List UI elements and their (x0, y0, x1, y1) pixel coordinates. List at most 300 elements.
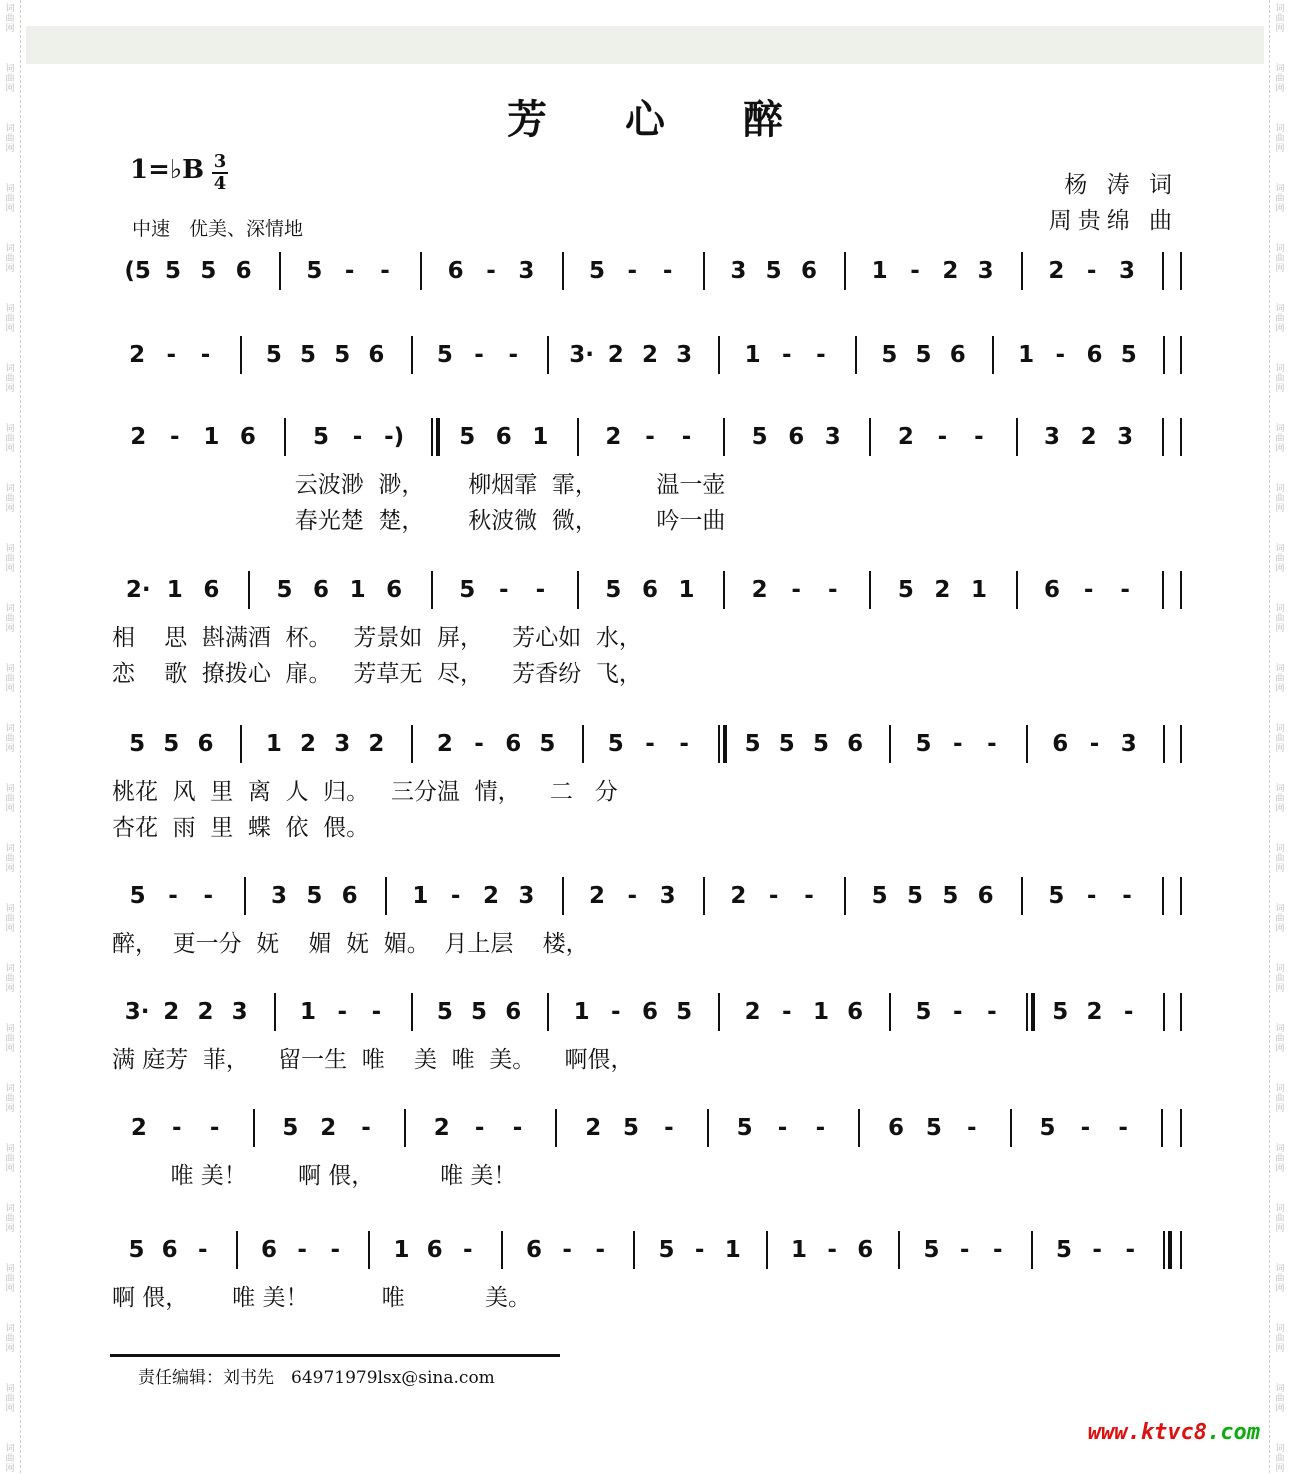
bar-line (404, 1109, 406, 1147)
note: 2 (130, 1115, 147, 1141)
note: - (816, 342, 826, 368)
note: - (1122, 883, 1132, 909)
watermark-text: 词 曲 网 (5, 784, 15, 814)
bar-line (248, 571, 250, 609)
note: 3 (518, 258, 535, 284)
note: 1 (791, 1237, 808, 1263)
note: - (987, 731, 997, 757)
note: 3 (270, 883, 288, 909)
bar-line (723, 571, 725, 609)
note: - (562, 1237, 572, 1263)
watermark-text: 词 曲 网 (1275, 184, 1285, 214)
site-prefix: www. (1087, 1420, 1141, 1445)
note: 1 (300, 999, 317, 1025)
watermark-text: 词 曲 网 (5, 1084, 15, 1114)
note: 2 (130, 424, 147, 450)
watermark-text: 词 曲 网 (1275, 1384, 1285, 1414)
note: - (1125, 1237, 1136, 1263)
note: 5 (163, 731, 180, 757)
bar-line (279, 252, 281, 290)
bar-line (1180, 418, 1182, 456)
note: 5 (129, 883, 146, 909)
note: 5 (129, 731, 146, 757)
bar-line (577, 418, 579, 456)
bar-line (562, 877, 564, 915)
note: 6 (505, 999, 522, 1025)
bar-line (547, 993, 549, 1031)
note: 6 (447, 258, 464, 284)
note: 5 (436, 342, 453, 368)
note: 6 (1044, 577, 1061, 603)
lyricist-credit: 杨 涛 词 (1064, 172, 1178, 198)
note: - (535, 577, 546, 603)
lyrics-line: 醉， 更一分 妩 媚 妩 媚。 月上层 楼， (112, 931, 589, 957)
note: - (508, 342, 518, 368)
watermark-text: 词 曲 网 (5, 484, 15, 514)
watermark-text: 词 曲 网 (5, 904, 15, 934)
note: - (815, 1115, 826, 1141)
note: 2 (641, 342, 659, 368)
note: - (1092, 1237, 1102, 1263)
note: 5 (300, 342, 317, 368)
watermark-text: 词 曲 网 (5, 1264, 15, 1294)
bar-line (718, 725, 720, 763)
bar-line (1162, 418, 1164, 456)
note: - (1083, 577, 1094, 603)
bar-line (723, 418, 725, 456)
note: - (645, 731, 655, 757)
bar-line (420, 252, 422, 290)
note: - (1080, 1115, 1091, 1141)
time-signature-bottom: 4 (213, 173, 227, 194)
note: - (974, 424, 984, 450)
lyrics-line: 云波渺 渺， 柳烟霏 霏， 温一壶 (112, 472, 726, 498)
watermark-text: 词 曲 网 (5, 244, 15, 274)
note: - (361, 1115, 371, 1141)
note: - (168, 883, 178, 909)
note: 6 (495, 424, 512, 450)
note: 5 (915, 999, 932, 1025)
note: - (662, 258, 673, 284)
note: 2 (1080, 424, 1097, 450)
bar-line (555, 1109, 557, 1147)
note: 2 (1048, 258, 1065, 284)
note: 6 (847, 731, 864, 757)
bar-line (1021, 252, 1023, 290)
note: 5 (588, 258, 606, 284)
watermark-text: 词 曲 网 (1275, 544, 1285, 574)
bar-line (577, 571, 579, 609)
note: - (450, 883, 461, 909)
note: 5 (812, 731, 829, 757)
bar-line (703, 877, 705, 915)
watermark-text: 词 曲 网 (1275, 1264, 1285, 1294)
note: 2 (320, 1115, 337, 1141)
watermark-text: 词 曲 网 (5, 664, 15, 694)
note: 1 (393, 1237, 410, 1263)
note: - (827, 577, 838, 603)
note: - (791, 577, 801, 603)
note: 6 (857, 1237, 874, 1263)
note: - (1055, 342, 1066, 368)
note: 2 (744, 999, 761, 1025)
note: 6 (1086, 342, 1103, 368)
bar-line (253, 1109, 255, 1147)
note: 5 (459, 577, 476, 603)
bar-line (236, 1231, 238, 1269)
key-signature: 1=♭B (130, 155, 205, 185)
watermark-text: 词 曲 网 (1275, 664, 1285, 694)
note: 2 (942, 258, 959, 284)
bar-line (244, 877, 246, 915)
note: 5 (765, 258, 782, 284)
notation-line (112, 881, 1182, 915)
note: 5 (436, 999, 453, 1025)
note: 5 (1052, 999, 1069, 1025)
note: - (910, 258, 920, 284)
note: - (959, 1237, 970, 1263)
note: 2· (125, 577, 151, 603)
note: - (952, 999, 963, 1025)
note: - (172, 1115, 182, 1141)
watermark-text: 词 曲 网 (5, 4, 15, 34)
note: - (1086, 258, 1097, 284)
notation-line (112, 1113, 1182, 1147)
note: 5 (676, 999, 693, 1025)
watermark-text: 词 曲 网 (1275, 1444, 1285, 1474)
time-signature-top: 3 (213, 151, 227, 172)
note: (5 (124, 258, 151, 284)
watermark-text: 词 曲 网 (5, 364, 15, 394)
note: 3 (1044, 424, 1061, 450)
note: 6 (203, 577, 220, 603)
note: - (627, 883, 638, 909)
watermark-text: 词 曲 网 (1275, 484, 1285, 514)
note: 5 (607, 731, 624, 757)
note: 5 (334, 342, 351, 368)
note: - (664, 1115, 674, 1141)
note: - (474, 342, 484, 368)
bar-line (436, 418, 440, 456)
note: - (1089, 731, 1100, 757)
notation-line (112, 997, 1182, 1031)
note: - (200, 342, 211, 368)
note: 2 (588, 883, 606, 909)
note: 6 (368, 342, 385, 368)
note: 6 (1052, 731, 1069, 757)
note: 2 (897, 424, 914, 450)
note: - (937, 424, 948, 450)
note: 2 (163, 999, 180, 1025)
note: - (595, 1237, 606, 1263)
note: 6 (949, 342, 966, 368)
bar-line (1162, 877, 1164, 915)
bar-line (1163, 1231, 1165, 1269)
note: - (380, 258, 390, 284)
note: 5 (942, 883, 959, 909)
note: 5 (306, 883, 323, 909)
note: 6 (505, 731, 522, 757)
watermark-text: 词 曲 网 (5, 544, 15, 574)
note: 3 (676, 342, 693, 368)
note: 6 (800, 258, 818, 284)
note: - (474, 1115, 485, 1141)
bar-line (1180, 336, 1182, 374)
note: 6 (977, 883, 994, 909)
watermark-text: 词 曲 网 (5, 64, 15, 94)
note: 2 (197, 999, 214, 1025)
note: - (804, 883, 814, 909)
lyrics-line: 恋 歌 撩拨心 扉。 芳草无 尽， 芳香纷 飞， (112, 661, 642, 687)
note: 1 (203, 424, 220, 450)
note: 1 (265, 731, 282, 757)
watermark-text: 词 曲 网 (1275, 1024, 1285, 1054)
note: 1 (970, 577, 987, 603)
note: 6 (386, 577, 403, 603)
note: 5 (778, 731, 795, 757)
bar-line (582, 725, 584, 763)
watermark-text: 词 曲 网 (1275, 904, 1285, 934)
note: 5 (306, 258, 323, 284)
watermark-text: 词 曲 网 (1275, 304, 1285, 334)
note: 6 (161, 1237, 178, 1263)
note: - (512, 1115, 523, 1141)
note: 6 (847, 999, 864, 1025)
bar-line (411, 725, 413, 763)
lyrics-line: 啊 偎， 唯 美！ 唯 美。 (112, 1285, 532, 1311)
note: - (967, 1115, 977, 1141)
note: 1 (1018, 342, 1035, 368)
note: 5 (897, 577, 914, 603)
watermark-text: 词 曲 网 (1275, 844, 1285, 874)
time-signature (212, 152, 228, 194)
note: 6 (426, 1237, 443, 1263)
lyrics-line: 桃花 风 里 离 人 归。 三分温 情， 二 分 (112, 779, 618, 805)
note: 3 (730, 258, 747, 284)
note: 5 (128, 1237, 145, 1263)
bar-line (1026, 725, 1028, 763)
note: - (198, 1237, 208, 1263)
note: - (679, 731, 689, 757)
note: 6 (197, 731, 214, 757)
bar-line (703, 252, 705, 290)
note: 5 (623, 1115, 640, 1141)
note: 1 (812, 999, 829, 1025)
note: - (330, 1237, 341, 1263)
notation-line (112, 729, 1182, 763)
bar-line (723, 725, 727, 763)
note: 1 (744, 342, 761, 368)
bar-line (431, 571, 433, 609)
watermark-text: 词 曲 网 (5, 964, 15, 994)
note: - (777, 1115, 788, 1141)
note: - (166, 342, 177, 368)
bar-line (562, 252, 564, 290)
bar-line (1180, 1231, 1182, 1269)
watermark-text: 词 曲 网 (1275, 64, 1285, 94)
bar-line (411, 336, 413, 374)
note: 6 (641, 999, 659, 1025)
watermark-text: 词 曲 网 (5, 1204, 15, 1234)
watermark-text: 词 曲 网 (5, 124, 15, 154)
note: 5 (276, 577, 293, 603)
watermark-text: 词 曲 网 (5, 424, 15, 454)
note: 3 (659, 883, 676, 909)
bar-line (869, 418, 871, 456)
header-band (26, 26, 1264, 64)
note: 5 (164, 258, 182, 284)
composer-credit: 周贵绵 曲 (1048, 208, 1178, 234)
note: 1 (871, 258, 888, 284)
note: 3 (1117, 424, 1134, 450)
bar-line (766, 1231, 768, 1269)
bar-line (1163, 993, 1165, 1031)
watermark-text: 词 曲 网 (5, 304, 15, 334)
bar-line (633, 1231, 635, 1269)
bar-line (1180, 877, 1182, 915)
note: 5 (744, 731, 761, 757)
song-title: 芳心醉 (507, 96, 861, 143)
note: 2 (433, 1115, 450, 1141)
note: - (1086, 883, 1097, 909)
note: 2 (934, 577, 951, 603)
note: 2 (129, 342, 146, 368)
note: 6 (261, 1237, 278, 1263)
bar-line (898, 1231, 900, 1269)
note: 6 (641, 577, 659, 603)
lyrics-line: 相 思 斟满酒 杯。 芳景如 屏， 芳心如 水， (112, 625, 642, 651)
bar-line (368, 1231, 370, 1269)
note: 5 (265, 342, 282, 368)
watermark-text: 词 曲 网 (5, 184, 15, 214)
note: 3 (1120, 731, 1137, 757)
bar-line (1180, 1109, 1182, 1147)
note: 6 (235, 258, 252, 284)
note: - (645, 424, 655, 450)
note: 1 (724, 1237, 741, 1263)
note: 3 (977, 258, 994, 284)
watermark-text: 词 曲 网 (1275, 364, 1285, 394)
note: - (768, 883, 779, 909)
watermark-text: 词 曲 网 (5, 1384, 15, 1414)
bar-line (1180, 725, 1182, 763)
note: 3 (1118, 258, 1136, 284)
watermark-text: 词 曲 网 (5, 1324, 15, 1354)
note: 5 (313, 424, 330, 450)
note: - (681, 424, 692, 450)
bar-line (274, 993, 276, 1031)
bar-line (547, 336, 549, 374)
bar-line (844, 877, 846, 915)
note: 3 (231, 999, 248, 1025)
notation-line (112, 1235, 1182, 1269)
note: 2 (436, 731, 453, 757)
note: 5 (923, 1237, 940, 1263)
editor-credit (110, 1354, 560, 1388)
note: 3· (124, 999, 150, 1025)
bar-line (707, 1109, 709, 1147)
bar-line (1163, 725, 1165, 763)
bar-line (1180, 571, 1182, 609)
note: - (209, 1115, 220, 1141)
notation-line (112, 256, 1182, 290)
note: 5 (915, 731, 932, 757)
bar-line (1180, 993, 1182, 1031)
note: - (611, 999, 621, 1025)
bar-line (718, 993, 720, 1031)
note: 1 (573, 999, 590, 1025)
bar-line (1161, 1109, 1163, 1147)
bar-line (1180, 252, 1182, 290)
note: 6 (888, 1115, 905, 1141)
bar-line (1031, 993, 1035, 1031)
note: 6 (526, 1237, 543, 1263)
notation-line (112, 575, 1182, 609)
note: 2 (368, 731, 385, 757)
note: - (486, 258, 496, 284)
note: - (827, 1237, 837, 1263)
editor-text: 责任编辑：刘书先 64971979lsx@sina.com (138, 1368, 495, 1388)
note: 3 (518, 883, 535, 909)
bar-line (1031, 1231, 1033, 1269)
bar-line (411, 993, 413, 1031)
note: 1 (678, 577, 695, 603)
note: - (627, 258, 638, 284)
note: - (170, 424, 180, 450)
notation-line (112, 340, 1182, 374)
bar-line (1016, 418, 1018, 456)
bar-line (431, 418, 433, 456)
note: 3 (824, 424, 841, 450)
notation-line (112, 422, 1182, 456)
note: - (952, 731, 963, 757)
note: 2 (751, 577, 768, 603)
note: - (1123, 999, 1134, 1025)
site-brand: ktvc8 (1140, 1420, 1208, 1445)
watermark-text: 词 曲 网 (5, 844, 15, 874)
note: - (993, 1237, 1003, 1263)
lyrics-line: 杏花 雨 里 蝶 依 偎。 (112, 815, 370, 841)
note: 1 (412, 883, 429, 909)
bar-line (844, 252, 846, 290)
note: 5 (925, 1115, 942, 1141)
watermark-text: 词 曲 网 (5, 1444, 15, 1474)
note: - (344, 258, 355, 284)
site-logo (1088, 1420, 1260, 1445)
note: - (781, 999, 792, 1025)
note: - (781, 342, 792, 368)
watermark-text: 词 曲 网 (1275, 964, 1285, 994)
watermark-text: 词 曲 网 (5, 604, 15, 634)
note: 5 (1120, 342, 1137, 368)
bar-line (1162, 571, 1164, 609)
bar-line (1016, 571, 1018, 609)
bar-line (1010, 1109, 1012, 1147)
note: 5 (881, 342, 898, 368)
note: 2 (482, 883, 500, 909)
note: 6 (239, 424, 256, 450)
note: 5 (906, 883, 924, 909)
note: 6 (313, 577, 330, 603)
note: 5 (871, 883, 888, 909)
note: - (1118, 1115, 1128, 1141)
note: 3 (334, 731, 351, 757)
note: - (203, 883, 214, 909)
watermark-text: 词 曲 网 (5, 1144, 15, 1174)
note: 5 (658, 1237, 675, 1263)
note: - (352, 424, 363, 450)
bar-line (1021, 877, 1023, 915)
